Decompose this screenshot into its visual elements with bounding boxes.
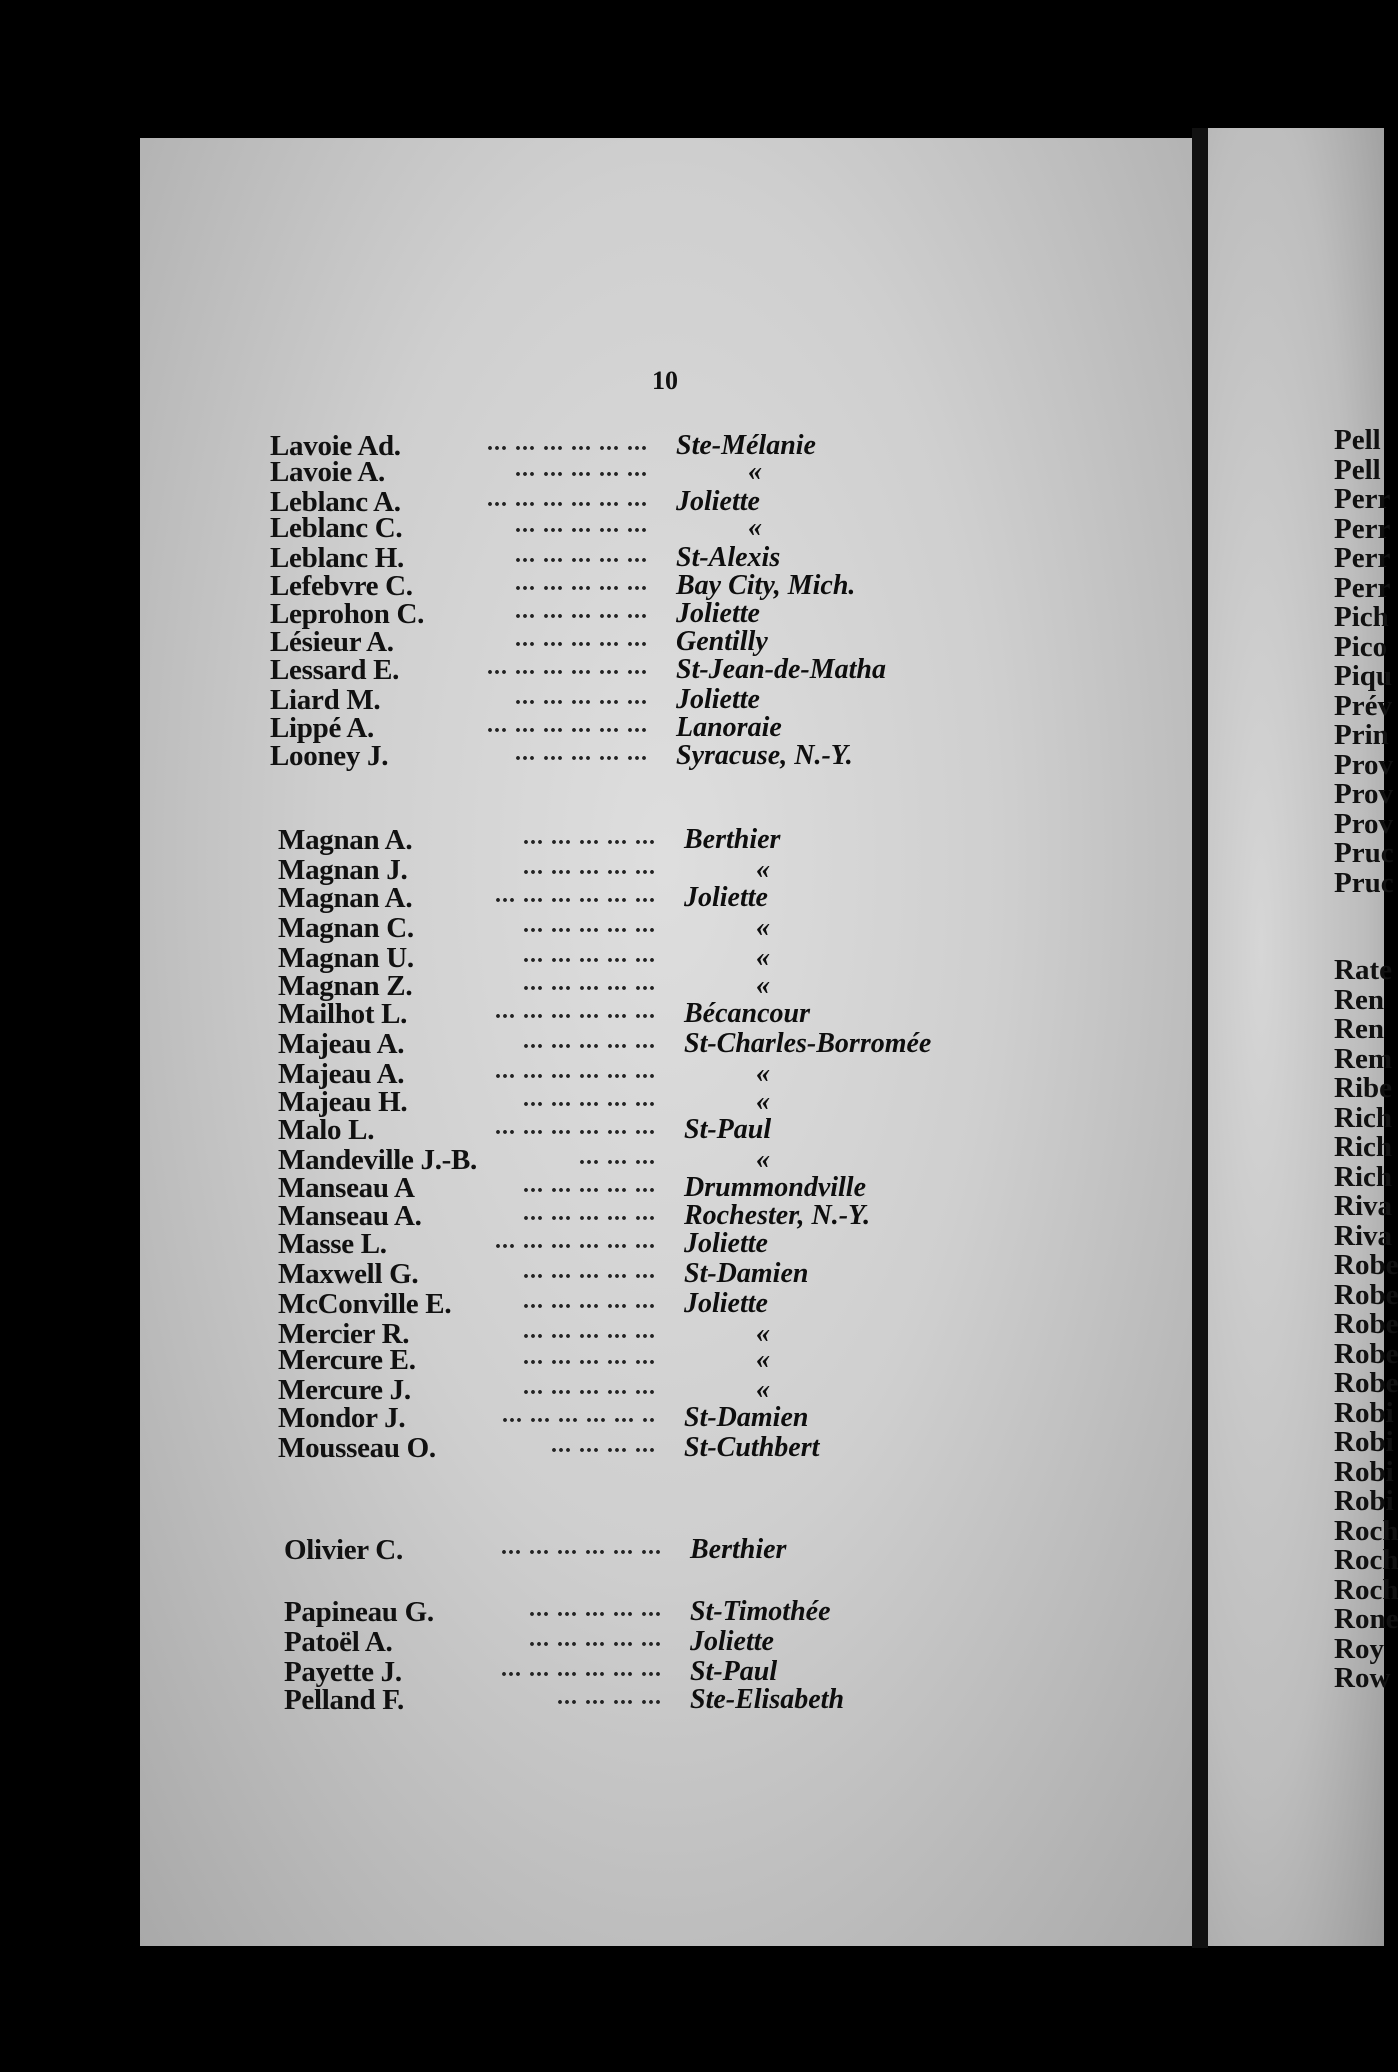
entry-place: St-Cuthbert: [684, 1432, 820, 1463]
entry-place: Joliette: [676, 486, 760, 517]
right-entry-fragment: Roch: [1334, 1573, 1398, 1606]
right-entry-fragment: Pell: [1334, 424, 1381, 456]
right-entry-fragment: Pruc: [1334, 837, 1394, 869]
right-entry-fragment: Ren: [1334, 1013, 1384, 1045]
leader-dots: ... ... ... ... ... ...: [487, 712, 648, 738]
ditto-mark: «: [756, 1344, 770, 1375]
right-entry-fragment: Robi: [1334, 1455, 1394, 1488]
entry-name: McConville E.: [278, 1288, 452, 1320]
directory-entry: [140, 882, 1192, 912]
directory-entry: [140, 1684, 1192, 1714]
entry-name: Mercure E.: [278, 1344, 416, 1376]
entry-name: Leblanc A.: [270, 486, 401, 518]
directory-entry: [140, 1058, 1192, 1088]
right-entry-fragment: Piqu: [1334, 660, 1393, 692]
leader-dots: ... ... ... ... ...: [515, 740, 648, 766]
right-entry-fragment: Ren: [1334, 983, 1384, 1016]
directory-entry: [140, 1028, 1192, 1058]
right-entry-fragment: Prov: [1334, 778, 1394, 810]
directory-entry: [140, 1086, 1192, 1116]
leader-dots: ... ... ...: [579, 1144, 656, 1170]
leader-dots: ... ... ... ... ... ...: [495, 1058, 656, 1084]
directory-entry: [140, 1144, 1192, 1174]
leader-dots: ... ... ... ... ...: [529, 1596, 662, 1622]
directory-entry: [140, 1534, 1192, 1564]
entry-name: Mousseau O.: [278, 1432, 436, 1464]
right-entry-fragment: Roch: [1334, 1544, 1398, 1576]
entry-name: Mercure J.: [278, 1374, 411, 1406]
right-page: [1208, 128, 1398, 1946]
ditto-mark: «: [756, 1318, 770, 1349]
entry-name: Lavoie A.: [270, 456, 385, 488]
ditto-mark: «: [756, 912, 770, 943]
entry-name: Magnan C.: [278, 912, 414, 944]
ditto-mark: «: [756, 970, 770, 1001]
entry-place: Joliette: [690, 1626, 774, 1657]
directory-entry: [140, 1626, 1192, 1656]
right-entry-fragment: Rich: [1334, 1160, 1392, 1193]
leader-dots: ... ... ... ... ...: [523, 1318, 656, 1344]
entry-place: Lanoraie: [676, 712, 782, 743]
directory-entry: [140, 1114, 1192, 1144]
leader-dots: ... ... ... ... ... ...: [487, 486, 648, 512]
leader-dots: ... ... ... ... ...: [523, 1344, 656, 1370]
leader-dots: ... ... ... ... ...: [529, 1626, 662, 1652]
directory-entry: [140, 912, 1192, 942]
entry-name: Lésieur A.: [270, 626, 394, 658]
right-entry-fragment: Robi: [1334, 1485, 1394, 1517]
directory-entry: [140, 570, 1192, 600]
leader-dots: ... ... ... ... ...: [523, 1200, 656, 1226]
directory-entry: [140, 824, 1192, 854]
entry-name: Masse L.: [278, 1228, 387, 1260]
ditto-mark: «: [756, 1086, 770, 1117]
directory-entry: [140, 598, 1192, 628]
directory-entry: [140, 512, 1192, 542]
entry-name: Manseau A.: [278, 1200, 422, 1232]
entry-place: Joliette: [684, 882, 768, 913]
entry-place: Berthier: [684, 824, 781, 855]
right-entry-fragment: Prév: [1334, 689, 1392, 722]
left-page: [140, 138, 1192, 1946]
leader-dots: ... ... ... ... ... ...: [495, 998, 656, 1024]
entry-place: St-Charles-Borromée: [684, 1028, 932, 1059]
right-entry-fragment: Robe: [1334, 1308, 1398, 1340]
entry-name: Magnan Z.: [278, 970, 413, 1002]
entry-name: Lessard E.: [270, 654, 400, 686]
leader-dots: ... ... ... ... ...: [523, 1086, 656, 1112]
leader-dots: ... ... ... ... ...: [523, 1374, 656, 1400]
leader-dots: ... ... ... ... ...: [523, 1172, 656, 1198]
entry-name: Lavoie Ad.: [270, 430, 401, 462]
entry-place: St-Damien: [684, 1402, 809, 1433]
entry-name: Patoël A.: [284, 1626, 393, 1658]
leader-dots: ... ... ... ... ...: [523, 942, 656, 968]
right-entry-fragment: Pich: [1334, 601, 1389, 633]
leader-dots: ... ... ... ... ...: [515, 598, 648, 624]
entry-place: Joliette: [684, 1228, 768, 1259]
leader-dots: ... ... ... ... ...: [515, 684, 648, 710]
entry-place: Syracuse, N.-Y.: [676, 740, 853, 771]
leader-dots: ... ... ... ... ... ...: [495, 1114, 656, 1140]
right-entry-fragment: Riva: [1334, 1219, 1392, 1252]
leader-dots: ... ... ... ... ... ...: [501, 1534, 662, 1560]
leader-dots: ... ... ... ... ...: [523, 1028, 656, 1054]
leader-dots: ... ... ... ... ...: [523, 824, 656, 850]
entry-name: Maxwell G.: [278, 1258, 419, 1290]
directory-entry: [140, 1344, 1192, 1374]
entry-name: Liard M.: [270, 684, 381, 716]
ditto-mark: «: [756, 1144, 770, 1175]
directory-entry: [140, 998, 1192, 1028]
ditto-mark: «: [756, 854, 770, 885]
right-entry-fragment: Perr: [1334, 571, 1391, 604]
right-entry-fragment: Rem: [1334, 1042, 1392, 1075]
page-number: 10: [652, 366, 678, 395]
entry-name: Magnan U.: [278, 942, 414, 974]
entry-name: Majeau A.: [278, 1028, 405, 1060]
right-entry-fragment: Perr: [1334, 542, 1391, 574]
right-entry-fragment: Pell: [1334, 453, 1381, 486]
entry-name: Leprohon C.: [270, 598, 425, 630]
entry-name: Mandeville J.-B.: [278, 1144, 477, 1176]
entry-name: Pelland F.: [284, 1684, 405, 1716]
directory-entry: [140, 942, 1192, 972]
entry-name: Majeau A.: [278, 1058, 405, 1090]
ditto-mark: «: [756, 1374, 770, 1405]
entry-place: Joliette: [676, 684, 760, 715]
ditto-mark: «: [748, 456, 762, 487]
directory-entry: [140, 740, 1192, 770]
right-entry-fragment: Prov: [1334, 748, 1394, 781]
right-entry-fragment: Robe: [1334, 1249, 1398, 1281]
entry-place: St-Timothée: [690, 1596, 831, 1627]
leader-dots: ... ... ... ... ...: [523, 1288, 656, 1314]
right-entry-fragment: Robi: [1334, 1396, 1394, 1429]
entry-name: Lippé A.: [270, 712, 374, 744]
directory-entry: [140, 1228, 1192, 1258]
leader-dots: ... ... ... ...: [557, 1684, 662, 1710]
directory-entry: [140, 1258, 1192, 1288]
right-entry-fragment: Roch: [1334, 1514, 1398, 1547]
leader-dots: ... ... ... ... ...: [515, 456, 648, 482]
directory-entry: [140, 1432, 1192, 1462]
directory-entry: [140, 1596, 1192, 1626]
entry-place: St-Jean-de-Matha: [676, 654, 886, 685]
leader-dots: ... ... ... ...: [551, 1432, 656, 1458]
directory-entry: [140, 684, 1192, 714]
entry-place: St-Paul: [690, 1656, 778, 1687]
entry-place: Gentilly: [676, 626, 768, 657]
right-entry-fragment: Rone: [1334, 1603, 1398, 1635]
directory-entry: [140, 626, 1192, 656]
leader-dots: ... ... ... ... ...: [523, 1258, 656, 1284]
directory-entry: [140, 854, 1192, 884]
right-entry-fragment: Ribe: [1334, 1072, 1392, 1104]
entry-name: Olivier C.: [284, 1534, 403, 1566]
directory-entry: [140, 1288, 1192, 1318]
right-entry-fragment: Robe: [1334, 1278, 1398, 1311]
entry-place: Berthier: [690, 1534, 787, 1565]
right-entry-fragment: Robi: [1334, 1426, 1394, 1458]
right-entry-fragment: Prin: [1334, 719, 1389, 751]
leader-dots: ... ... ... ... ... ...: [487, 430, 648, 456]
right-entry-fragment: Pruc: [1334, 866, 1394, 899]
entry-name: Papineau G.: [284, 1596, 434, 1628]
entry-name: Looney J.: [270, 740, 389, 772]
entry-name: Leblanc H.: [270, 542, 404, 574]
entry-name: Mailhot L.: [278, 998, 408, 1030]
entry-name: Manseau A: [278, 1172, 415, 1204]
leader-dots: ... ... ... ... ...: [515, 626, 648, 652]
right-entry-fragment: Robe: [1334, 1337, 1398, 1370]
leader-dots: ... ... ... ... ...: [523, 970, 656, 996]
right-entry-fragment: Perr: [1334, 512, 1391, 545]
entry-place: Joliette: [684, 1288, 768, 1319]
leader-dots: ... ... ... ... ...: [523, 912, 656, 938]
entry-place: Bay City, Mich.: [676, 570, 856, 601]
leader-dots: ... ... ... ... ... ...: [487, 654, 648, 680]
directory-entry: [140, 1374, 1192, 1404]
entry-name: Mondor J.: [278, 1402, 406, 1434]
leader-dots: ... ... ... ... ...: [515, 570, 648, 596]
entry-name: Magnan J.: [278, 854, 408, 886]
directory-entry: [140, 1200, 1192, 1230]
entry-name: Malo L.: [278, 1114, 375, 1146]
ditto-mark: «: [756, 942, 770, 973]
right-entry-fragment: Roy: [1334, 1632, 1384, 1665]
entry-name: Payette J.: [284, 1656, 402, 1688]
entry-place: Drummondville: [684, 1172, 867, 1203]
right-entry-fragment: Riva: [1334, 1190, 1392, 1222]
leader-dots: ... ... ... ... ...: [523, 854, 656, 880]
right-entry-fragment: Robe: [1334, 1367, 1398, 1399]
directory-entry: [140, 712, 1192, 742]
entry-name: Leblanc C.: [270, 512, 403, 544]
directory-entry: [140, 456, 1192, 486]
directory-entry: [140, 1172, 1192, 1202]
entry-name: Majeau H.: [278, 1086, 408, 1118]
entry-place: St-Paul: [684, 1114, 772, 1145]
right-entry-fragment: Pico: [1334, 630, 1388, 663]
right-entry-fragment: Perr: [1334, 483, 1391, 515]
ditto-mark: «: [748, 512, 762, 543]
entry-place: Joliette: [676, 598, 760, 629]
book-gutter: [1192, 128, 1208, 1948]
entry-place: St-Alexis: [676, 542, 781, 573]
leader-dots: ... ... ... ... ... ...: [495, 882, 656, 908]
entry-name: Lefebvre C.: [270, 570, 413, 602]
directory-entry: [140, 1656, 1192, 1686]
entry-place: St-Damien: [684, 1258, 809, 1289]
directory-entry: [140, 1402, 1192, 1432]
entry-name: Mercier R.: [278, 1318, 410, 1350]
entry-place: Ste-Mélanie: [676, 430, 816, 461]
leader-dots: ... ... ... ... ... ...: [495, 1228, 656, 1254]
right-entry-fragment: Rich: [1334, 1101, 1392, 1134]
right-entry-fragment: Rich: [1334, 1131, 1392, 1163]
leader-dots: ... ... ... ... ... ...: [501, 1656, 662, 1682]
leader-dots: ... ... ... ... ...: [515, 512, 648, 538]
entry-place: Bécancour: [684, 998, 810, 1029]
entry-name: Magnan A.: [278, 824, 413, 856]
ditto-mark: «: [756, 1058, 770, 1089]
entry-place: Ste-Elisabeth: [690, 1684, 845, 1715]
right-entry-fragment: Rate: [1334, 954, 1392, 986]
leader-dots: ... ... ... ... ...: [515, 542, 648, 568]
directory-entry: [140, 654, 1192, 684]
directory-entry: [140, 970, 1192, 1000]
right-entry-fragment: Row: [1334, 1662, 1391, 1694]
entry-place: Rochester, N.-Y.: [684, 1200, 871, 1231]
entry-name: Magnan A.: [278, 882, 413, 914]
leader-dots: ... ... ... ... ... ..: [502, 1402, 656, 1428]
right-entry-fragment: Prov: [1334, 807, 1394, 840]
directory-entry: [140, 542, 1192, 572]
